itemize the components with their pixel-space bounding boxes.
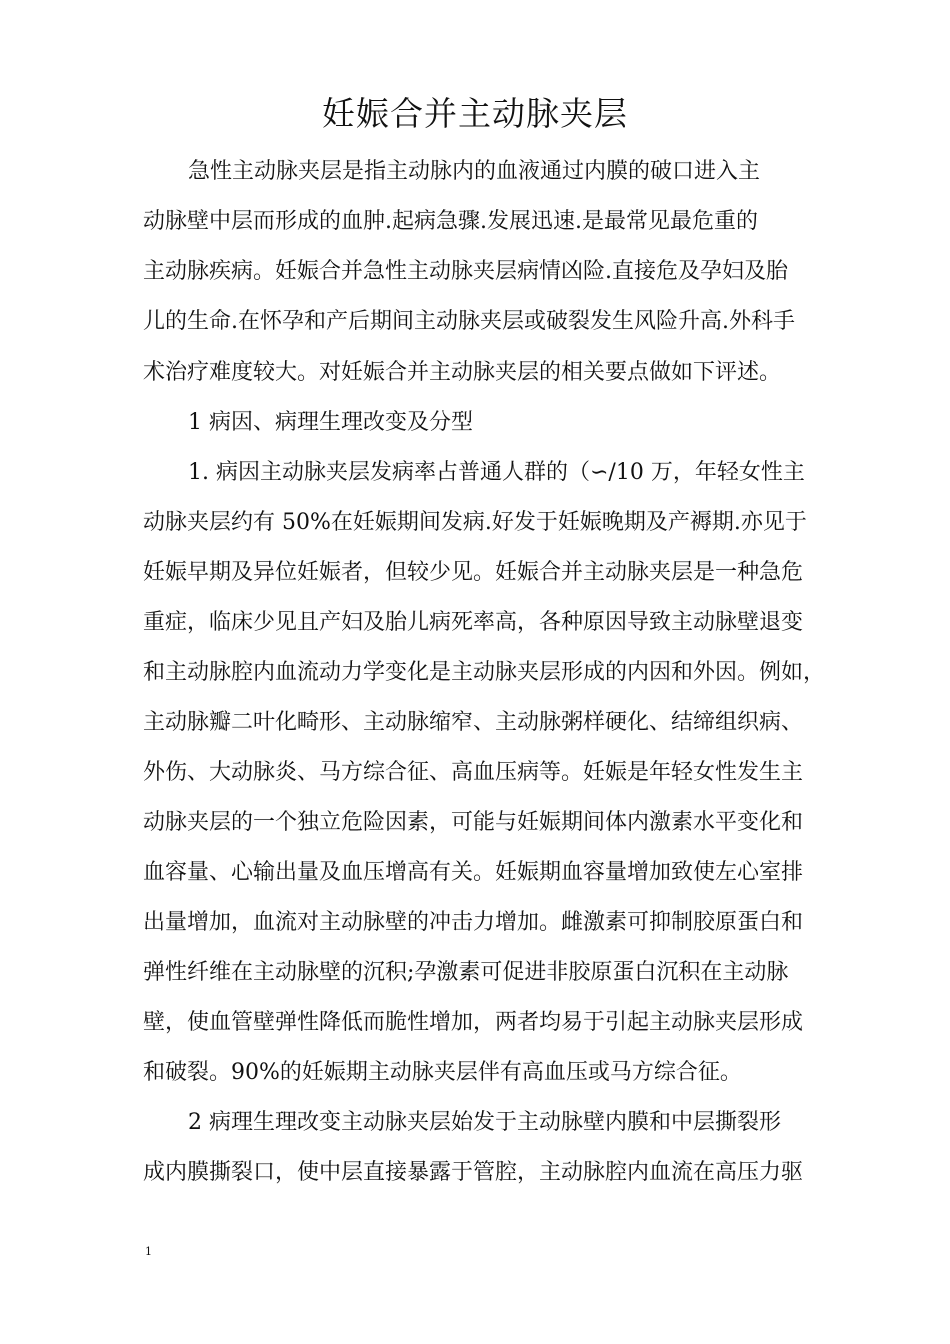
text-line: 壁，使血管壁弹性降低而脆性增加，两者均易于引起主动脉夹层形成 (143, 1010, 804, 1035)
section-heading: 1 病因、病理生理改变及分型 (188, 410, 473, 435)
text-line: 动脉壁中层而形成的血肿.起病急骤.发展迅速.是最常见最危重的 (143, 209, 758, 234)
document-title: 妊娠合并主动脉夹层 (322, 94, 628, 133)
text-line: 外伤、大动脉炎、马方综合征、高血压病等。妊娠是年轻女性发生主 (143, 760, 804, 785)
text-line: 血容量、心输出量及血压增高有关。妊娠期血容量增加致使左心室排 (143, 860, 804, 885)
page-number: 1 (145, 1245, 152, 1258)
text-line: 儿的生命.在怀孕和产后期间主动脉夹层或破裂发生风险升高.外科手 (143, 309, 795, 334)
text-line: 术治疗难度较大。对妊娠合并主动脉夹层的相关要点做如下评述。 (143, 360, 782, 385)
text-line: 主动脉瓣二叶化畸形、主动脉缩窄、主动脉粥样硬化、结缔组织病、 (143, 710, 804, 735)
text-line: 成内膜撕裂口，使中层直接暴露于管腔，主动脉腔内血流在高压力驱 (143, 1160, 804, 1185)
text-line: 动脉夹层约有 50%在妊娠期间发病.好发于妊娠晚期及产褥期.亦见于 (143, 510, 807, 535)
text-line: 和主动脉腔内血流动力学变化是主动脉夹层形成的内因和外因。例如， (143, 660, 826, 685)
text-line: 2 病理生理改变主动脉夹层始发于主动脉壁内膜和中层撕裂形 (188, 1110, 781, 1135)
text-line: 1. 病因主动脉夹层发病率占普通人群的（∽/10 万，年轻女性主 (188, 460, 805, 485)
text-line: 和破裂。90%的妊娠期主动脉夹层伴有高血压或马方综合征。 (143, 1060, 742, 1085)
text-line: 急性主动脉夹层是指主动脉内的血液通过内膜的破口进入主 (188, 159, 761, 184)
text-line: 主动脉疾病。妊娠合并急性主动脉夹层病情凶险.直接危及孕妇及胎 (143, 259, 788, 284)
text-line: 重症，临床少见且产妇及胎儿病死率高，各种原因导致主动脉壁退变 (143, 610, 804, 635)
text-line: 弹性纤维在主动脉壁的沉积;孕激素可促进非胶原蛋白沉积在主动脉 (143, 960, 789, 985)
text-line: 动脉夹层的一个独立危险因素，可能与妊娠期间体内激素水平变化和 (143, 810, 804, 835)
text-line: 妊娠早期及异位妊娠者，但较少见。妊娠合并主动脉夹层是一种急危 (143, 560, 804, 585)
text-line: 出量增加，血流对主动脉壁的冲击力增加。雌激素可抑制胶原蛋白和 (143, 910, 804, 935)
